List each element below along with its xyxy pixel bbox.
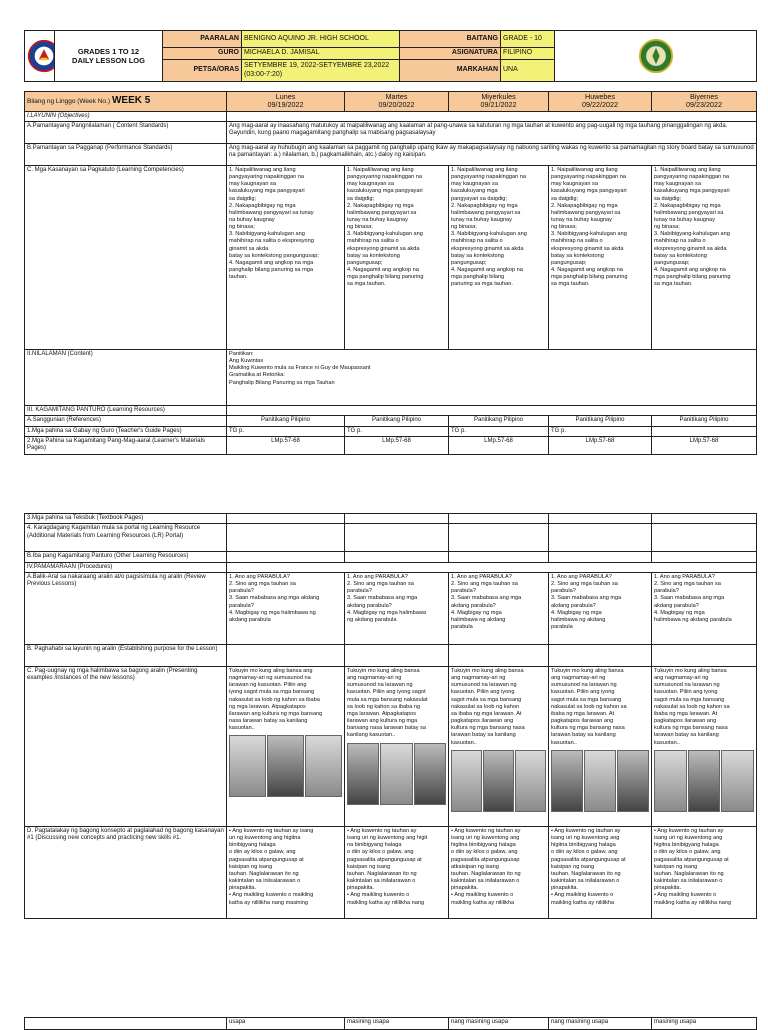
costume-image — [688, 750, 721, 812]
page2-main-table — [24, 513, 757, 919]
kagamitan-monday: LMp.57-68 — [227, 436, 345, 454]
kasanayan-thursday: 1. Naipaliliwanag ang ilang pangyayaring napakinggan na may kaugnayan sa kasalukuyang mga pangyayari sa daigdig; 2. Nakapagbibigay ng mga halimbawang pangyayari sa tunay na buhay kaugnay ng binasa; 3. Nabibigyang-kahulugan ang mahihirap na salita o ekspresyong ginamit sa akda batay sa kontekstong pangungusap; 4. Nagagamit ang angkop na mga panghalip bilang panuring sa mga tauhan. — [549, 165, 652, 349]
pagtatalakay-wednesday: • Ang kuwento ng tauhan ay isang uri ng kuwentong ang higitna binibigyang halaga o diin ay kilos o galaw, ang pagsasalita atpangungusap atkaisipan ng isang tauhan. Naglalarawan ito ng kakintalan sa inilalarawan o pinapakita. • Ang maikling kuwento o maikling katha ay nililikha — [449, 826, 549, 918]
kagamitan-thursday: LMp.57-68 — [549, 436, 652, 454]
day-header-monday — [227, 92, 345, 112]
sanggunian-thursday: Panitikang Pilipino — [549, 416, 652, 426]
deped-seal-icon — [27, 39, 55, 73]
petsa-label: PETSA/ORAS — [163, 60, 242, 82]
empty-cell — [345, 552, 449, 562]
pamantayan-pagganap-text: Ang mag-aaral ay huhubugin ang kaalaman sa paggamit ng panghalip upang ikaw ay makapagsalaysay ng nabuong sariling wakas ng kuwento sa pamamagitan ng story board batay sa sumusunod na pamantayan: a.) nilalaman, b.) pagkamalikhain, atc.) daloy ng kaisipan. — [227, 143, 757, 165]
paaralan-label: PAARALAN — [163, 31, 242, 48]
empty-cell — [549, 644, 652, 666]
costume-image — [229, 735, 266, 797]
empty-cell — [449, 644, 549, 666]
gabay-friday — [652, 426, 757, 436]
day-date: 09/22/2022 — [582, 100, 618, 110]
kagamitan-wednesday: LMp.57-68 — [449, 436, 549, 454]
gabay-wednesday: TG p. — [449, 426, 549, 436]
costume-pictures — [654, 750, 754, 812]
pag-uugnay-tuesday — [345, 666, 449, 826]
balik-aral-tuesday: 1. Ano ang PARABULA? 2. Sino ang mga tauhan sa parabula? 3. Saan mababasa ang mga akdang parabula? 4. Magbigay ng mga halimbawa ng akdang parabula — [345, 572, 449, 644]
costume-image — [414, 743, 446, 805]
kasanayan-label: C. Mga Kasanayan sa Pagkatuto (Learning Competencies) — [25, 165, 227, 349]
costume-image — [305, 735, 342, 797]
empty-cell — [652, 524, 757, 552]
costume-pictures — [551, 750, 649, 812]
sanggunian-friday: Panitikang Pilipino — [652, 416, 757, 426]
day-name: Biyernes — [690, 92, 718, 101]
empty-cell — [652, 514, 757, 524]
guro-value: MICHAELA D. JAMISAL — [242, 48, 400, 60]
empty-cell — [345, 644, 449, 666]
pagtatalakay-label: D. Pagtatalakay ng bagong konsepto at paglalahad ng bagong kasanayan #1 (Discussing new concepts and practicing new skills #1. — [25, 826, 227, 918]
dll-title — [55, 31, 163, 82]
kagamitan-friday: LMp.57-68 — [652, 436, 757, 454]
pag-uugnay-monday — [227, 666, 345, 826]
sanggunian-wednesday: Panitikang Pilipino — [449, 416, 549, 426]
pagtatalakay-tuesday: • Ang kuwento ng tauhan ay isang uri ng kuwentong ang higit na binibigyang halaga o diin ay kilos o galaw, ang pagsasalita atpangungusap at kaisipan ng isang tauhan. Naglalarawan ito ng kakintalan sa inilalarawan o pinapakita. • Ang maikling kuwento o maikling katha ay nililikha nang — [345, 826, 449, 918]
pag-uugnay-text: Tukuyin mo kung aling bansa ang nagmamay-ari ng sumusunod na larawan ng kasuotan. Piliin ang iyong sagot mula sa mga bansang nakasulat sa loob ng kahon sa ibaba ng mga larawan. At pagkatapos ilarawan ang kultura ng mga bansang nasa larawan batay sa kanilang kasuotan.. — [654, 667, 730, 746]
sanggunian-monday: Panitikang Pilipino — [227, 416, 345, 426]
school-logo-cell — [555, 31, 757, 82]
baitang-value: GRADE - 10 — [501, 31, 555, 48]
pamantayang-pangnilalaman-label: A.Pamantayang Pangnilalaman ( Content Standards) — [25, 121, 227, 143]
costume-image — [654, 750, 687, 812]
asignatura-label: ASIGNATURA — [400, 48, 501, 60]
balik-aral-wednesday: 1. Ano ang PARABULA? 2. Sino ang mga tauhan sa parabula? 3. Saan mababasa ang mga akdang parabula? 4. Magbigay ng mga halimbawa ng akdang parabula — [449, 572, 549, 644]
markahan-label: MARKAHAN — [400, 60, 501, 82]
page3-friday: masining usapa — [652, 1018, 757, 1030]
pag-uugnay-thursday — [549, 666, 652, 826]
sanggunian-tuesday: Panitikang Pilipino — [345, 416, 449, 426]
day-name: Miyerkules — [481, 92, 516, 101]
empty-cell — [345, 524, 449, 552]
petsa-value: SETYEMBRE 19, 2022-SETYEMBRE 23,2022 (03:00-7:20) — [242, 60, 400, 82]
empty-cell — [227, 111, 757, 121]
pag-uugnay-text: Tukuyin mo kung aling bansa ang nagmamay-ari ng sumusunod na larawan ng kasuotan. Piliin ang iyong sagot mula sa mga bansang nakasulat sa loob ng kahon sa ibaba ng mga larawan. Atpagkatapos ilarawan ang kultura ng mga bansang nasa larawan batay sa kanilang kasuotan.. — [347, 667, 428, 739]
kagamitang-panturo-label: III. KAGAMITANG PANTURO (Learning Resources) — [25, 405, 227, 415]
day-date: 09/20/2022 — [378, 100, 415, 110]
empty-cell — [652, 552, 757, 562]
day-header-wednesday — [449, 92, 549, 112]
lr-portal-label: 4. Karagdagang Kagamitan mula sa portal ng Learning Resource (Additional Materials from Learning Resources (LR) Portal) — [25, 524, 227, 552]
week-value: WEEK 5 — [111, 95, 151, 107]
week-number-cell — [25, 92, 227, 112]
costume-image — [584, 750, 616, 812]
day-name: Lunes — [275, 92, 296, 101]
pagtatalakay-friday: • Ang kuwento ng tauhan ay isang uri ng kuwentong ang higitna binibigyang halaga o diin ay kilos o galaw, ang pagsasalita atpangungusap at kaisipan ng isang tauhan. Naglalarawan ito ng kakintalan sa inilalarawan o pinapakita. • Ang maikling kuwento o maikling katha ay nililikha nang — [652, 826, 757, 918]
empty-cell — [449, 514, 549, 524]
costume-image — [451, 750, 482, 812]
empty-cell — [227, 562, 757, 572]
day-header-friday — [652, 92, 757, 112]
pag-uugnay-text: Tukuyin mo kung aling bansa ang nagmamay-ari ng sumusunod na larawan ng kasuotan. Piliin ang iyong sagot mula sa mga bansang nakasulat sa loob ng kahon sa ibaba ng mga larawan. Atpagkatapos ilarawan ang kultura ng mga bansang nasa larawan batay sa kanilang kasuotan.. — [229, 667, 323, 732]
week-label: Bilang ng Linggo (Week No.) — [27, 98, 110, 106]
costume-pictures — [229, 735, 342, 797]
title-line-2: DAILY LESSON LOG — [72, 56, 145, 65]
costume-image — [267, 735, 304, 797]
header-table — [24, 30, 757, 82]
pamantayan-pagganap-label: B.Pamantayan sa Pagganap (Performance Standards) — [25, 143, 227, 165]
day-header-tuesday — [345, 92, 449, 112]
costume-image — [617, 750, 649, 812]
iba-pang-kagamitan-label: B.Iba pang Kagamitang Panturo (Other Learning Resources) — [25, 552, 227, 562]
day-date: 09/21/2022 — [480, 100, 517, 110]
page-1 — [24, 30, 756, 455]
empty-cell — [227, 524, 345, 552]
costume-pictures — [347, 743, 446, 805]
empty-cell — [549, 524, 652, 552]
pamamaraan-label: IV.PAMAMARAAN (Procedures) — [25, 562, 227, 572]
page3-wednesday: nang masining usapa — [449, 1018, 549, 1030]
page3-monday: usapa — [227, 1018, 345, 1030]
costume-image — [347, 743, 379, 805]
empty-cell — [449, 524, 549, 552]
costume-image — [551, 750, 583, 812]
page3-tuesday: masining usapa — [345, 1018, 449, 1030]
page-2 — [24, 513, 756, 919]
layunin-heading: I.LAYUNIN (Objectives) — [25, 111, 227, 121]
page1-main-table — [24, 91, 757, 455]
gabay-monday: TG p. — [227, 426, 345, 436]
day-date: 09/23/2022 — [686, 100, 722, 110]
asignatura-value: FILIPINO — [501, 48, 555, 60]
empty-cell — [227, 644, 345, 666]
day-date: 09/19/2022 — [267, 100, 304, 110]
empty-cell — [227, 514, 345, 524]
nilalaman-text: Panitikan: Ang Kuwintas Maikling Kuwento mula sa France ni Guy de Maupassant Gramatika at Retorika: Panghalip Bilang Panuring sa mga Tauhan — [227, 349, 757, 405]
paaralan-value: BENIGNO AQUINO JR. HIGH SCHOOL — [242, 31, 400, 48]
deped-seal-cell — [25, 31, 55, 82]
kasanayan-friday: 1. Naipaliliwanag ang ilang pangyayaring napakinggan na may kaugnayan sa kasalukuyang mga pangyayari sa daigdig; 2. Nakapagbibigay ng mga halimbawang pangyayari sa tunay na buhay kaugnay ng binasa; 3. Nabibigyang-kahulugan ang mahihirap na salita o ekspresyong ginamit sa akda batay sa kontekstong pangungusap; 4. Nagagamit ang angkop na mga panghalip bilang panuring sa mga tauhan. — [652, 165, 757, 349]
kasanayan-wednesday: 1. Naipaliliwanag ang ilang pangyayaring napakinggan na may kaugnayan sa kasalukuyang mga pangyayari sa daigdig; 2. Nakapagbibigay ng mga halimbawang pangyayari sa tunay na buhay kaugnay ng binasa; 3. Nabibigyang-kahulugan ang mahihirap na salita o ekspresyong ginamit sa akda batay sa kontekstong pangungusap; 4. Nagagamit ang angkop na mga panghalip bilang panuring sa mga tauhan. — [449, 165, 549, 349]
empty-cell — [549, 514, 652, 524]
empty-cell — [549, 552, 652, 562]
paghahabi-label: B. Paghahabi sa layunin ng aralin (Establishing purpose for the Lesson) — [25, 644, 227, 666]
teksbuk-label: 3.Mga pahina sa Teksbuk (Textbook Pages) — [25, 514, 227, 524]
kagamitan-mag-aaral-label: 2.Mga Pahina sa Kagamitang Pang-Mag-aaral (Learner's Materials Pages) — [25, 436, 227, 454]
day-name: Huwebes — [585, 92, 615, 101]
pag-uugnay-text: Tukuyin mo kung aling bansa ang nagmamay-ari ng sumusunod na larawan ng kasuotan. Piliin ang iyong sagot mula sa mga bansang nakasulat sa loob ng kahon sa ibaba ng mga larawan. At pagkatapos ilarawan ang kultura ng mga bansang nasa larawan batay sa kanilang kasuotan.. — [551, 667, 627, 746]
costume-image — [380, 743, 412, 805]
pagtatalakay-monday: • Ang kuwento ng tauhan ay isang uri ng kuwentong ang higitna binibigyang halaga o diin ay kilos o galaw, ang pagsasalita atpangungusap at kaisipan ng isang tauhan. Naglalarawan ito ng kakintalan sa iniisalarawan o pinapakita. • Ang maikling kuwento o maikling katha ay nililikha nang masining — [227, 826, 345, 918]
empty-cell — [227, 405, 757, 415]
markahan-value: UNA — [501, 60, 555, 82]
page3-thursday: nang masining usapa — [549, 1018, 652, 1030]
gabay-tuesday: TG p. — [345, 426, 449, 436]
empty-cell — [345, 514, 449, 524]
costume-pictures — [451, 750, 546, 812]
pag-uugnay-text: Tukuyin mo kung aling bansa ang nagmamay-ari ng sumusunod na larawan ng kasuotan. Piliin ang iyong sagot mula sa mga bansang nakasulat sa loob ng kahon sa ibaba ng mga larawan. At pagkatapos ilarawan ang kultura ng mga bansang nasa larawan batay sa kanilang kasuotan.. — [451, 667, 525, 746]
pamantayang-pangnilalaman-text: Ang mag-aaral ay inaasahang matutukoy at maipaliliwanag ang kaalaman at pang-unawa sa katuturan ng mga tauhan at kuwento ang pag-uugali ng mga tauhang pinanggalingan ng akda. Gayundin, kung paano magagamitang panghalip sa mabisang pagsasalaysay — [227, 121, 757, 143]
gabay-thursday: TG p. — [549, 426, 652, 436]
guro-label: GURO — [163, 48, 242, 60]
empty-cell — [449, 552, 549, 562]
pag-uugnay-wednesday — [449, 666, 549, 826]
balik-aral-monday: 1. Ano ang PARABULA? 2. Sino ang mga tauhan sa parabula? 3. Saan mababasa ang mga akdang parabula? 4. Magbigay ng mga halimbawa ng akdang parabula — [227, 572, 345, 644]
empty-cell — [227, 552, 345, 562]
kasanayan-tuesday: 1. Naipaliliwanag ang ilang pangyayaring napakinggan na may kaugnayan sa kasalukuyang mga pangyayari sa daigdig; 2. Nakapagbibigay ng mga halimbawang pangyayari sa tunay na buhay kaugnay ng binasa; 3. Nabibigyang-kahulugan ang mahihirap na salita o ekspresyong ginamit sa akda batay sa kontekstong pangungusap; 4. Nagagamit ang angkop na mga panghalip bilang panuring sa mga tauhan. — [345, 165, 449, 349]
balik-aral-thursday: 1. Ano ang PARABULA? 2. Sino ang mga tauhan sa parabula? 3. Saan mababasa ang mga akdang parabula? 4. Magbigay ng mga halimbawa ng akdang parabula — [549, 572, 652, 644]
sanggunian-label: A.Sanggunian (References) — [25, 416, 227, 426]
school-seal-icon — [638, 38, 674, 74]
day-name: Martes — [385, 92, 408, 101]
pag-uugnay-friday — [652, 666, 757, 826]
day-header-thursday — [549, 92, 652, 112]
nilalaman-label: II.NILALAMAN (Content) — [25, 349, 227, 405]
costume-image — [483, 750, 514, 812]
baitang-label: BAITANG — [400, 31, 501, 48]
empty-cell — [652, 644, 757, 666]
title-line-1: GRADES 1 TO 12 — [77, 46, 140, 56]
gabay-guro-label: 1.Mga pahina sa Gabay ng Guro (Teacher's Guide Pages) — [25, 426, 227, 436]
pag-uugnay-label: C. Pag-uugnay ng mga halimbawa sa bagong aralin (Presenting examples /instances of the new lessons) — [25, 666, 227, 826]
balik-aral-friday: 1. Ano ang PARABULA? 2. Sino ang mga tauhan sa parabula? 3. Saan mababasa ang mga akdang parabula? 4. Magbigay ng mga halimbawa ng akdang parabula — [652, 572, 757, 644]
balik-aral-label: A.Balik-Aral sa nakaraang aralin at/o pagsisimula ng aralin (Review Previous Lessons) — [25, 572, 227, 644]
costume-image — [515, 750, 546, 812]
pagtatalakay-thursday: • Ang kuwento ng tauhan ay isang uri ng kuwentong ang higitna binibigyang halaga o diin ay kilos o galaw, ang pagsasalita atpangungusap at kaisipan ng isang tauhan. Naglalarawan ito ng kakintalan sa inilalarawan o pinapakita. • Ang maikling kuwento o maikling katha ay nililikha — [549, 826, 652, 918]
kasanayan-monday: 1. Naipaliliwanag ang ilang pangyayaring napakinggan na may kaugnayan sa kasalukuyang mga pangyayari sa daigdig; 2. Nakapagbibigay ng mga halimbawang pangyayari sa tunay na buhay kaugnay ng binasa; 3. Nabibigyang-kahulugan ang mahihirap na salita o ekspresyong ginamit sa akda batay sa kontekstong pangungusap; 4. Nagagamit ang angkop na mga panghalip bilang panuring sa mga tauhan. — [227, 165, 345, 349]
kagamitan-tuesday: LMp.57-68 — [345, 436, 449, 454]
costume-image — [721, 750, 754, 812]
